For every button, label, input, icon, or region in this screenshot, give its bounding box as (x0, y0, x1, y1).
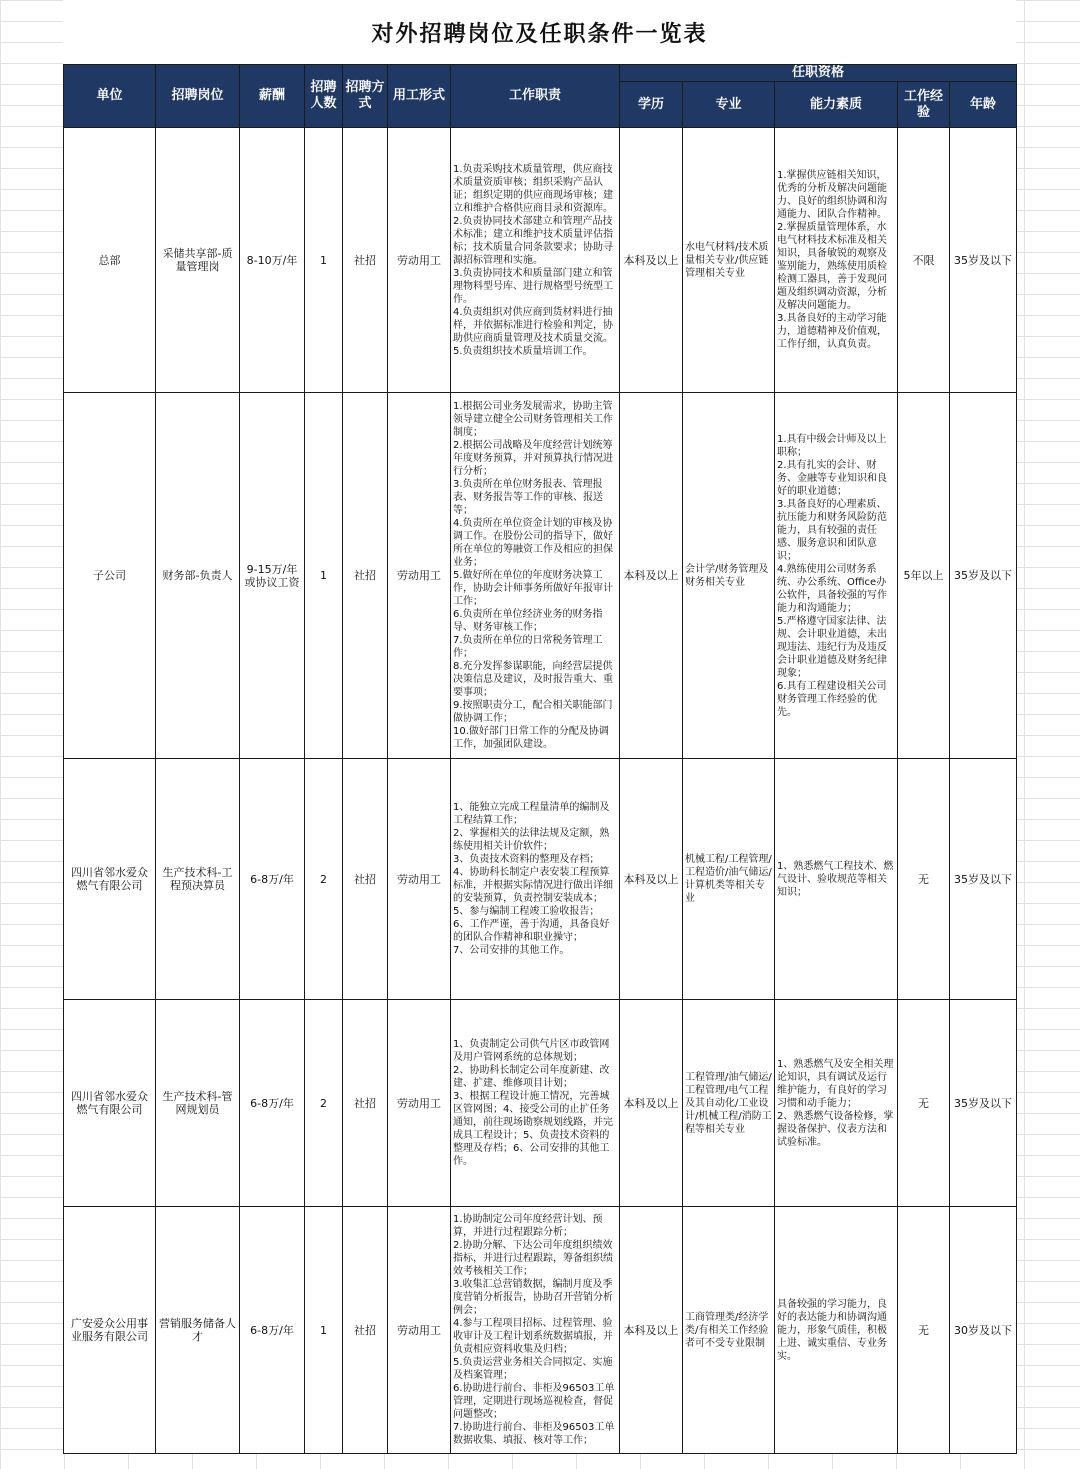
cell-count: 2 (305, 1000, 343, 1207)
cell-method: 社招 (343, 393, 388, 759)
cell-salary: 6-8万/年 (240, 1000, 305, 1207)
table-row (64, 393, 1017, 759)
cell-ability: 1、熟悉燃气工程技术、燃气设计、验收规范等相关知识； (775, 759, 898, 1000)
cell-ability: 具备较强的学习能力，良好的表达能力和协调沟通能力，形象气质佳，积极上进、诚实重信、专业务实。 (775, 1207, 898, 1454)
cell-unit: 总部 (64, 128, 156, 393)
cell-method: 社招 (343, 128, 388, 393)
cell-salary: 6-8万/年 (240, 1207, 305, 1454)
cell-count: 2 (305, 759, 343, 1000)
cell-unit: 四川省邻水爱众燃气有限公司 (64, 1000, 156, 1207)
cell-experience: 无 (898, 1207, 950, 1454)
cell-position: 生产技术科-管网规划员 (156, 1000, 240, 1207)
cell-education: 本科及以上 (620, 759, 683, 1000)
header-experience: 工作经验 (898, 82, 950, 128)
cell-ability: 1.具有中级会计师及以上职称； 2.具有扎实的会计、财务、金融等专业知识和良好的职业道德； 3.具备良好的心理素质、抗压能力和财务风险防范能力，具有较强的责任感、服务意识和团队意识； 4.熟练使用公司财务系统、办公系统、Office办公软件，具备较强的写作能力和沟通能力； 5.严格遵守国家法律、法规、会计职业道德，未出现违法、违纪行为及违反会计职业道德及财务纪律现象； 6.具有工程建设相关公司财务管理工作经验的优先。 (775, 393, 898, 759)
cell-duties: 1.根据公司业务发展需求，协助主管领导建立健全公司财务管理相关工作制度； 2.根据公司战略及年度经营计划统筹年度财务预算，并对预算执行情况进行分析； 3.负责所在单位财务报表、管理报表、财务报告等工作的审核、报送等； 4.负责所在单位资金计划的审核及协调工作。在股份公司的指导下，做好所在单位的筹融资工作及相应的担保业务； 5.做好所在单位的年度财务决算工作，协助会计师事务所做好年报审计工作； 6.负责所在单位经济业务的财务指导、财务审核工作； 7.负责所在单位的日常税务管理工作； 8.充分发挥参谋职能，向经营层提供决策信息及建议，及时报告重大、重要事项； 9.按照职责分工，配合相关职能部门做协调工作； 10.做好部门日常工作的分配及协调工作，加强团队建设。 (451, 393, 620, 759)
cell-salary: 8-10万/年 (240, 128, 305, 393)
cell-position: 生产技术科-工程预决算员 (156, 759, 240, 1000)
header-duties: 工作职责 (451, 65, 620, 128)
cell-duties: 1.负责采购技术质量管理，供应商技术质量资质审核；组织采购产品认证；组织定期的供应商现场审核；建立和维护合格供应商目录和资源库。 2.负责协同技术部建立和管理产品技术标准；建立和维护技术质量评估指标；技术质量合同条款要求；协助寻源招标管理和实施。 3.负责协同技术和质量部门建立和管理物料型号库、进行规格型号统型工作。 4.负责组织对供应商到货材料进行抽样，并依据标准进行检验和判定，协助供应商质量管理及技术质量交流。 5.负责组织技术质量培训工作。 (451, 128, 620, 393)
cell-employment: 劳动用工 (388, 1207, 451, 1454)
cell-method: 社招 (343, 759, 388, 1000)
cell-major: 水电气材料/技术质量相关专业/供应链管理相关专业 (683, 128, 775, 393)
cell-ability: 1、熟悉燃气及安全相关理论知识，具有调试及运行维护能力，有良好的学习习惯和动手能力； 2、熟悉燃气设备检修，掌握设备保护、仪表方法和试验标准。 (775, 1000, 898, 1207)
cell-age: 30岁及以下 (950, 1207, 1017, 1454)
recruitment-table (63, 64, 1017, 1454)
cell-age: 35岁及以下 (950, 393, 1017, 759)
cell-education: 本科及以上 (620, 1000, 683, 1207)
cell-count: 1 (305, 393, 343, 759)
cell-major: 工程管理/油气储运/工程管理/电气工程及其自动化/工业设计/机械工程/消防工程等相关专业 (683, 1000, 775, 1207)
cell-major: 工商管理类/经济学类/有相关工作经验者可不受专业限制 (683, 1207, 775, 1454)
header-ability: 能力素质 (775, 82, 898, 128)
cell-major: 会计学/财务管理及财务相关专业 (683, 393, 775, 759)
table-row (64, 759, 1017, 1000)
cell-duties: 1、负责制定公司供气片区市政管网及用户管网系统的总体规划； 2、协助科长制定公司年度新建、改建、扩建、维修项目计划； 3、根据工程设计施工情况，完善城区管网图；4、接受公司的止扩任务通知，前往现场勘察规划线路，并完成具工程设计；5、负责技术资料的整理及存档；6、公司安排的其他工作。 (451, 1000, 620, 1207)
page-title: 对外招聘岗位及任职条件一览表 (371, 20, 708, 47)
header-major: 专业 (683, 82, 775, 128)
cell-unit: 子公司 (64, 393, 156, 759)
cell-method: 社招 (343, 1000, 388, 1207)
cell-age: 35岁及以下 (950, 1000, 1017, 1207)
table-row (64, 1000, 1017, 1207)
cell-position: 财务部-负责人 (156, 393, 240, 759)
cell-duties: 1.协助制定公司年度经营计划、预算，并进行过程跟踪分析； 2.协助分解、下达公司年度组织绩效指标，并进行过程跟踪，筹备组织绩效考核相关工作； 3.收集汇总营销数据，编制月度及季度营销分析报告，协助召开营销分析例会； 4.参与工程项目招标、过程管理、验收审计及工程计划系统数据填报，并负责相应资料收集及归档； 5.负责运营业务相关合同拟定、实施及档案管理； 6.协助进行前台、非柜及96503工单管理，定期进行现场巡视检查，督促问题整改； 7.协助进行前台、非柜及96503工单数据收集、填报、核对等工作； (451, 1207, 620, 1454)
header-unit: 单位 (64, 65, 156, 128)
cell-salary: 9-15万/年或协议工资 (240, 393, 305, 759)
cell-employment: 劳动用工 (388, 128, 451, 393)
cell-count: 1 (305, 1207, 343, 1454)
cell-education: 本科及以上 (620, 128, 683, 393)
cell-employment: 劳动用工 (388, 759, 451, 1000)
header-education: 学历 (620, 82, 683, 128)
cell-count: 1 (305, 128, 343, 393)
cell-salary: 6-8万/年 (240, 759, 305, 1000)
header-employment: 用工形式 (388, 65, 451, 128)
header-age: 年龄 (950, 82, 1017, 128)
header-method: 招聘方式 (343, 65, 388, 128)
table-row (64, 1207, 1017, 1454)
cell-employment: 劳动用工 (388, 1000, 451, 1207)
header-position: 招聘岗位 (156, 65, 240, 128)
cell-method: 社招 (343, 1207, 388, 1454)
cell-experience: 不限 (898, 128, 950, 393)
cell-position: 营销服务储备人才 (156, 1207, 240, 1454)
cell-unit: 四川省邻水爱众燃气有限公司 (64, 759, 156, 1000)
table-row (64, 128, 1017, 393)
cell-education: 本科及以上 (620, 393, 683, 759)
cell-age: 35岁及以下 (950, 759, 1017, 1000)
cell-age: 35岁及以下 (950, 128, 1017, 393)
cell-duties: 1、能独立完成工程量清单的编制及工程结算工作； 2、掌握相关的法律法规及定额，熟练使用相关计价软件； 3、负责技术资料的整理及存档； 4、协助科长制定户表安装工程预算标准，并根据实际情况进行做出详细的安装预算，负责控制安装成本； 5、参与编制工程竣工验收报告； 6、工作严谨，善于沟通，具备良好的团队合作精神和职业操守； 7、公司安排的其他工作。 (451, 759, 620, 1000)
cell-experience: 无 (898, 1000, 950, 1207)
title-bar (63, 0, 1016, 64)
cell-experience: 无 (898, 759, 950, 1000)
cell-ability: 1.掌握供应链相关知识，优秀的分析及解决问题能力、良好的组织协调和沟通能力、团队合作精神。 2.掌握质量管理体系，水电气材料技术标准及相关知识，具备敏锐的观察及鉴别能力，熟练使用质检检测工器具，善于发现问题及组织调动资源，分析及解决问题能力。 3.具备良好的主动学习能力，道德精神及价值观，工作仔细，认真负责。 (775, 128, 898, 393)
cell-education: 本科及以上 (620, 1207, 683, 1454)
cell-major: 机械工程/工程管理/工程造价/油气储运/计算机类等相关专业 (683, 759, 775, 1000)
cell-experience: 5年以上 (898, 393, 950, 759)
cell-unit: 广安爱众公用事业服务有限公司 (64, 1207, 156, 1454)
cell-employment: 劳动用工 (388, 393, 451, 759)
header-count: 招聘人数 (305, 65, 343, 128)
header-salary: 薪酬 (240, 65, 305, 128)
cell-position: 采储共享部-质量管理岗 (156, 128, 240, 393)
header-qualifications: 任职资格 (620, 65, 1017, 82)
